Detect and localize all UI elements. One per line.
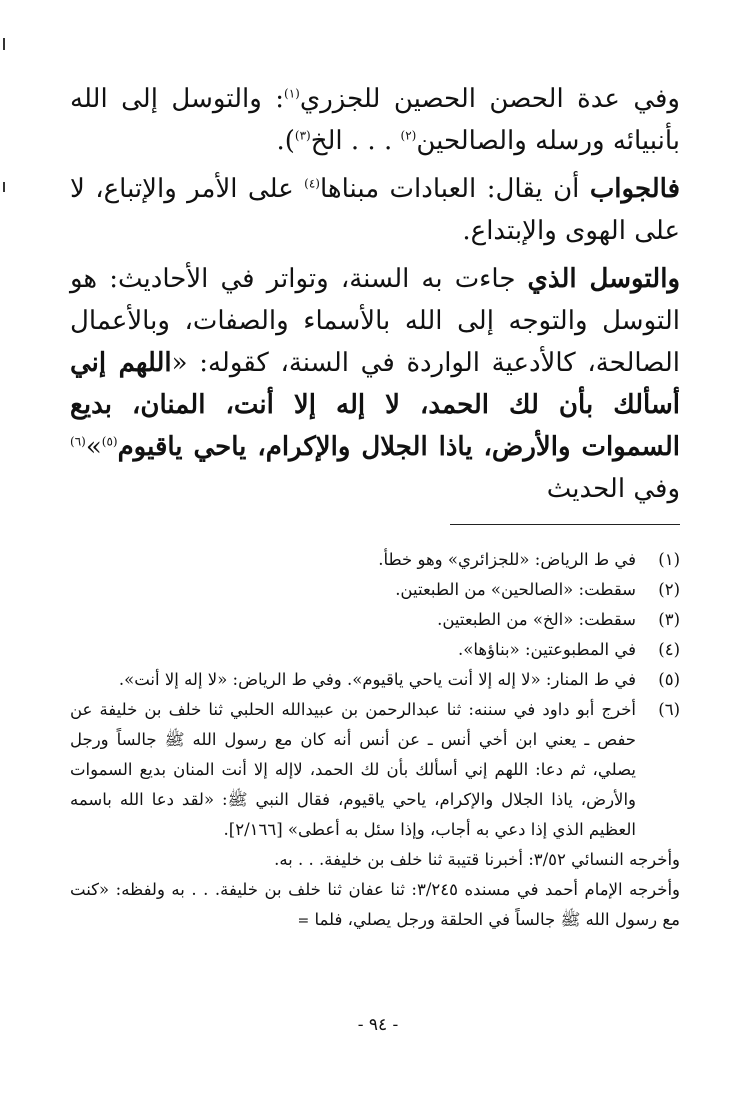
p1-text-a: وفي عدة الحصن الحصين للجزري [299,84,680,114]
footnote-1 [70,545,680,575]
footnote-2 [70,575,680,605]
footnote-text: سقطت: «الصالحين» من الطبعتين. [395,580,636,599]
footnote-number: (٥) [658,670,680,689]
footnote-number: (٢) [658,580,680,599]
footnote-text: سقطت: «الخ» من الطبعتين. [437,610,636,629]
edge-mark-top [3,38,5,50]
paragraph-3 [70,258,680,510]
footnote-separator [450,524,680,525]
paragraph-1 [70,78,680,162]
p1-text-c: . . . الخ [310,126,393,156]
footnote-ref-3[interactable]: (٣) [294,128,311,143]
footnote-continuation-1: وأخرجه النسائي ٣/٥٢: أخبرنا قتيبة ثنا خلف بن خليفة. . . به. [274,850,680,869]
answer-lead: فالجواب [589,174,680,204]
footnote-text: أخرج أبو داود في سننه: ثنا عبدالرحمن بن عبيدالله الحلبي ثنا خلف بن خليفة عن حفص ـ يعني ابن أخي أنس ـ عن أنس أنه كان مع رسول الله ﷺ جالساً ورجل يصلي، ثم دعا: اللهم إني أسألك بأن لك الحمد، لاإله إلا أنت المنان بديع السموات والأرض، ياذا الجلال والإكرام، ياحي ياقيوم، فقال النبي ﷺ: «لقد دعا الله باسمه العظيم الذي إذا دعي به أجاب، وإذا سئل به أعطى» [٢/١٦٦]. [70,700,636,839]
footnote-4 [70,635,680,665]
main-text [70,78,680,510]
footnote-ref-6[interactable]: (٦) [70,434,86,449]
p1-text-b: : والتوسل إلى الله بأنبيائه ورسله والصالحين [70,84,680,156]
paragraph-2 [70,168,680,252]
page-content [70,78,680,936]
footnote-text: في ط المنار: «لا إله إلا أنت ياحي ياقيوم». وفي ط الرياض: «لا إله إلا أنت». [118,670,636,689]
quote-close: » [85,432,102,462]
p2-text-a: أن يقال: العبادات مبناها [319,174,590,204]
footnote-text: في ط الرياض: «للجزائري» وهو خطأ. [378,550,636,569]
footnote-6 [70,695,680,845]
p3-text-c: وفي الحديث [546,474,680,504]
footnote-continuation-2 [70,875,680,936]
p1-text-d: ). [276,126,295,156]
footnote-number: (٦) [658,700,680,719]
footnote-ref-1[interactable]: (١) [284,86,300,101]
edge-mark-middle [3,182,5,192]
footnote-ref-5[interactable]: (٥) [101,434,118,449]
footnote-number: (١) [658,550,680,569]
p2-text-b: على الأمر والإتباع، لا على الهوى والإبتداع. [70,174,680,246]
footnote-number: (٤) [658,640,680,659]
continuation-mark: = [297,913,310,929]
footnote-ref-4[interactable]: (٤) [304,176,320,191]
footnotes [70,545,680,936]
footnote-number: (٣) [658,610,680,629]
footnote-ref-2[interactable]: (٢) [400,128,417,143]
p3-text-a: جاءت به السنة، وتواتر في الأحاديث: هو التوسل والتوجه إلى الله بالأسماء والصفات، وبالأعمال الصالحة، كالأدعية الواردة في السنة، كقوله: « [70,264,680,378]
tawassul-lead: والتوسل الذي [527,264,680,294]
footnote-text: في المطبوعتين: «بناؤها». [458,640,636,659]
page-number: - ٩٤ - [357,1015,399,1035]
continuation-text: وأخرجه الإمام أحمد في مسنده ٣/٢٤٥: ثنا عفان ثنا خلف بن خليفة. . . به ولفظه: «كنت مع رسول الله ﷺ جالساً في الحلقة ورجل يصلي، فلما [70,880,680,929]
footnote-5 [70,665,680,695]
footnote-3 [70,605,680,635]
supplication-quote: اللهم إني أسألك بأن لك الحمد، لا إله إلا أنت، المنان، بديع السموات والأرض، ياذا الجلال والإكرام، ياحي ياقيوم [70,348,680,462]
